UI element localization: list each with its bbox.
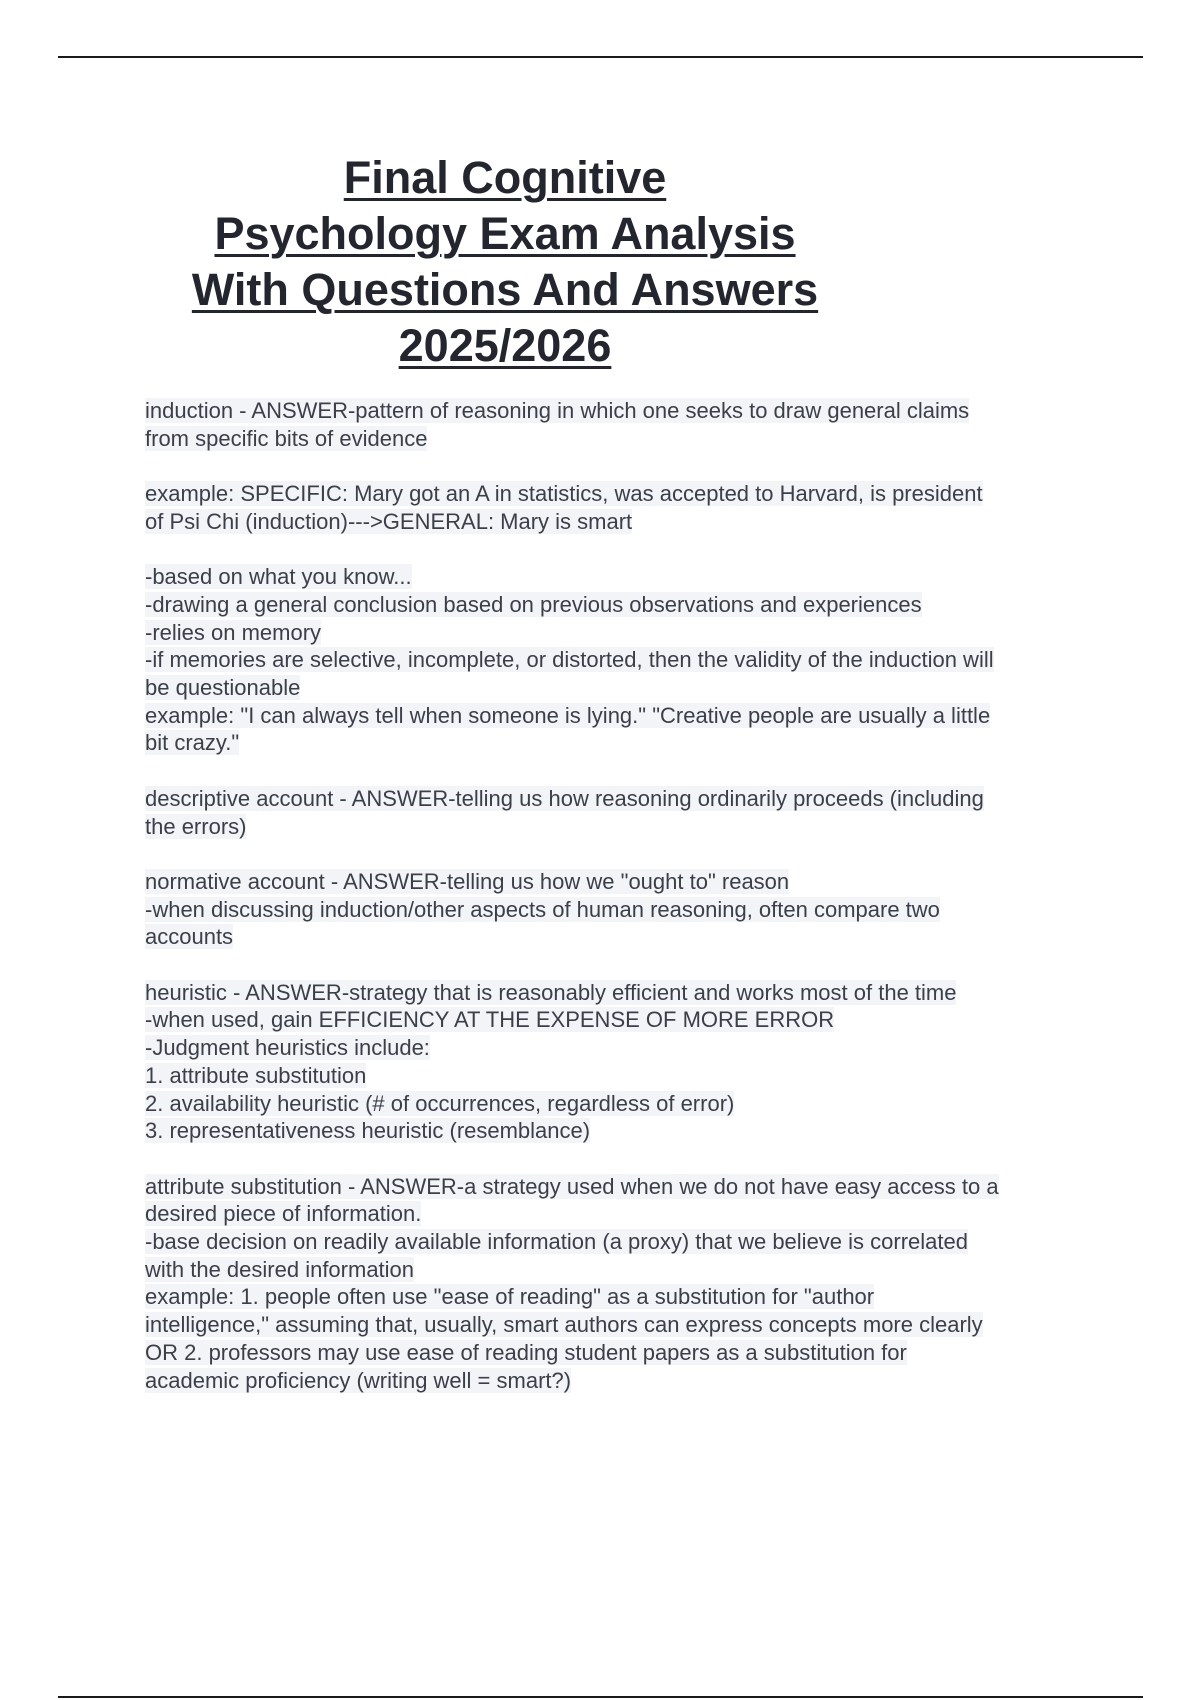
title-line: 2025/2026 (398, 320, 612, 371)
entry-line-text: -drawing a general conclusion based on previous observations and experiences (145, 591, 922, 617)
entry-line-text: -base decision on readily available information (a proxy) that we believe is correlated (145, 1229, 968, 1254)
entry-line (145, 1200, 1105, 1228)
entry-line (145, 729, 1105, 757)
qa-entry (145, 868, 1105, 951)
qa-entry (145, 979, 1105, 1145)
entry-line-text: 2. availability heuristic (# of occurrences, regardless of error) (145, 1090, 735, 1116)
entry-line (145, 397, 1105, 425)
entry-line (145, 896, 1105, 924)
entry-line (145, 702, 1105, 730)
entry-line-text: intelligence," assuming that, usually, smart authors can express concepts more clearly (145, 1312, 983, 1338)
document-body (145, 397, 1105, 1422)
entry-line (145, 425, 1105, 453)
entry-line (145, 1006, 1105, 1034)
title-line: Final Cognitive (343, 152, 667, 203)
qa-entry (145, 563, 1105, 757)
entry-line-text: be questionable (145, 675, 301, 700)
entry-line-text: heuristic - ANSWER-strategy that is reasonably efficient and works most of the time (145, 979, 957, 1005)
entry-line-text: attribute substitution - ANSWER-a strategy used when we do not have easy access to a (145, 1173, 999, 1199)
entry-line-text: induction - ANSWER-pattern of reasoning in which one seeks to draw general claims (145, 398, 970, 423)
qa-entry (145, 785, 1105, 840)
entry-line (145, 868, 1105, 896)
entry-line (145, 1367, 1105, 1395)
qa-entry (145, 1173, 1105, 1395)
entry-line-text: OR 2. professors may use ease of reading student papers as a substitution for (145, 1339, 907, 1365)
entry-line-text: example: "I can always tell when someone is lying." "Creative people are usually a little (145, 702, 991, 728)
entry-line-text: -relies on memory (145, 619, 322, 645)
entry-line-text: bit crazy." (145, 730, 240, 756)
entry-line-text: example: 1. people often use "ease of reading" as a substitution for "author (145, 1284, 875, 1310)
entry-line (145, 979, 1105, 1007)
entry-line-text: academic proficiency (writing well = smart?) (145, 1367, 572, 1393)
entry-line-text: -when used, gain EFFICIENCY AT THE EXPENSE OF MORE ERROR (145, 1007, 835, 1033)
entry-line (145, 1339, 1105, 1367)
entry-line (145, 1034, 1105, 1062)
top-rule (58, 56, 1143, 58)
entry-line (145, 1090, 1105, 1118)
entry-line-text: -based on what you know... (145, 564, 412, 590)
entry-line-text: from specific bits of evidence (145, 425, 428, 451)
entry-line (145, 480, 1105, 508)
entry-line (145, 1311, 1105, 1339)
entry-line (145, 591, 1105, 619)
entry-line-text: -if memories are selective, incomplete, or distorted, then the validity of the induction will (145, 647, 994, 673)
entry-line (145, 1283, 1105, 1311)
entry-line-text: normative account - ANSWER-telling us how we "ought to" reason (145, 868, 790, 894)
title-line: With Questions And Answers (191, 264, 819, 315)
entry-line-text: -Judgment heuristics include: (145, 1035, 430, 1061)
entry-line-text: 3. representativeness heuristic (resemblance) (145, 1118, 591, 1144)
qa-entry (145, 397, 1105, 452)
entry-line (145, 785, 1105, 813)
entry-line (145, 646, 1105, 674)
entry-line-text: example: SPECIFIC: Mary got an A in statistics, was accepted to Harvard, is president (145, 481, 983, 507)
entry-line-text: descriptive account - ANSWER-telling us how reasoning ordinarily proceeds (including (145, 785, 984, 811)
bottom-rule (58, 1696, 1143, 1698)
entry-line (145, 508, 1105, 536)
entry-line (145, 674, 1105, 702)
entry-line (145, 1062, 1105, 1090)
entry-line (145, 619, 1105, 647)
entry-line (145, 813, 1105, 841)
entry-line (145, 923, 1105, 951)
entry-line (145, 1117, 1105, 1145)
entry-line-text: the errors) (145, 813, 247, 839)
entry-line-text: -when discussing induction/other aspects of human reasoning, often compare two (145, 896, 940, 922)
entry-line-text: of Psi Chi (induction)--->GENERAL: Mary is smart (145, 508, 633, 534)
entry-line-text: 1. attribute substitution (145, 1062, 367, 1088)
title-line: Psychology Exam Analysis (214, 208, 796, 259)
entry-line (145, 563, 1105, 591)
entry-line (145, 1256, 1105, 1284)
entry-line (145, 1173, 1105, 1201)
entry-line-text: with the desired information (145, 1256, 415, 1282)
qa-entry (145, 480, 1105, 535)
entry-line (145, 1228, 1105, 1256)
entry-line-text: accounts (145, 924, 234, 950)
entry-line-text: desired piece of information. (145, 1201, 422, 1227)
document-title (150, 150, 860, 374)
